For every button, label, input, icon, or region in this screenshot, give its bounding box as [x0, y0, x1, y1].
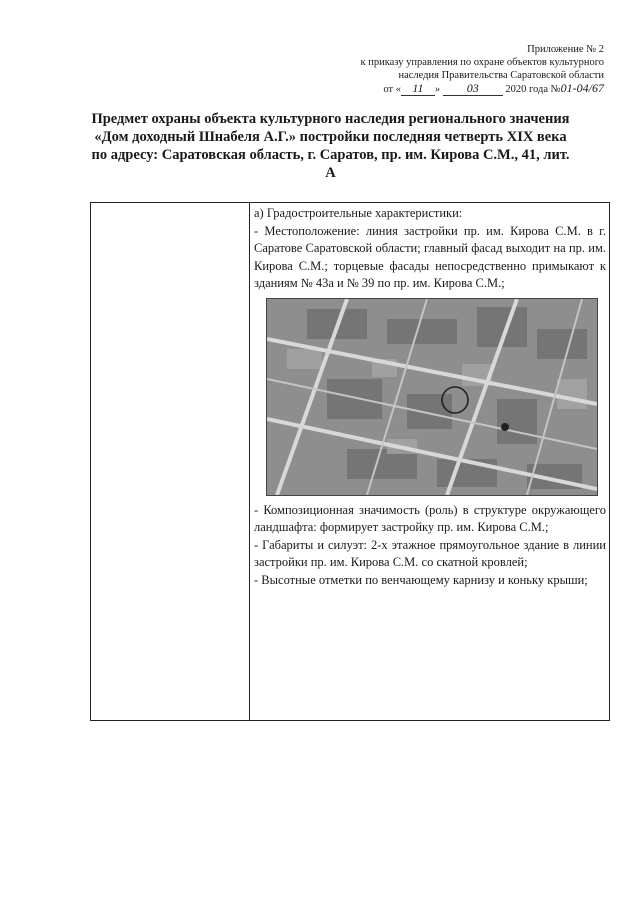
- appendix-header: [314, 43, 604, 96]
- protection-table: [90, 202, 610, 721]
- section-heading: а) Градостроительные характеристики:: [254, 206, 463, 220]
- map-marker: [501, 423, 509, 431]
- date-day: 11: [401, 82, 435, 96]
- composition-text: - Композиционная значимость (роль) в структуре окружающего ландшафта: формирует застройку пр. им. Кирова С.М.;: [254, 502, 606, 534]
- table-left-column: [91, 203, 250, 720]
- dimensions-text: - Габариты и силуэт: 2-х этажное прямоугольное здание в линии застройки пр. им. Кирова С.М. со скатной кровлей;: [254, 537, 606, 569]
- map-graphic: [267, 299, 597, 495]
- document-title: Предмет охраны объекта культурного наследия регионального значения «Дом доходный Шнабеля А.Г.» постройки последняя четверть XIX века по адресу: Саратовская область, г. Саратов, пр. им. Кирова С.М., 41, лит. А: [91, 111, 570, 181]
- date-year: 2020 года №: [505, 84, 561, 95]
- appendix-line2: к приказу управления по охране объектов культурного: [360, 57, 604, 68]
- order-number: 01-04/67: [560, 81, 604, 95]
- location-map-image: [266, 298, 598, 496]
- heights-text: - Высотные отметки по венчающему карнизу и коньку крыши;: [254, 572, 588, 587]
- appendix-line1: Приложение № 2: [527, 44, 604, 55]
- date-mid: »: [434, 84, 441, 95]
- table-right-column: [250, 203, 609, 720]
- location-text: - Местоположение: линия застройки пр. им. Кирова С.М. в г. Саратове Саратовской области; главный фасад выходит на пр. им. Кирова С.М.; торцевые фасады непосредственно примыкают к зданиям № 43а и № 39 по пр. им. Кирова С.М.;: [254, 223, 606, 290]
- date-month: 03: [443, 82, 503, 96]
- date-prefix: от «: [383, 84, 401, 95]
- appendix-date-line: [314, 82, 604, 96]
- appendix-line3: наследия Правительства Саратовской области: [398, 70, 604, 81]
